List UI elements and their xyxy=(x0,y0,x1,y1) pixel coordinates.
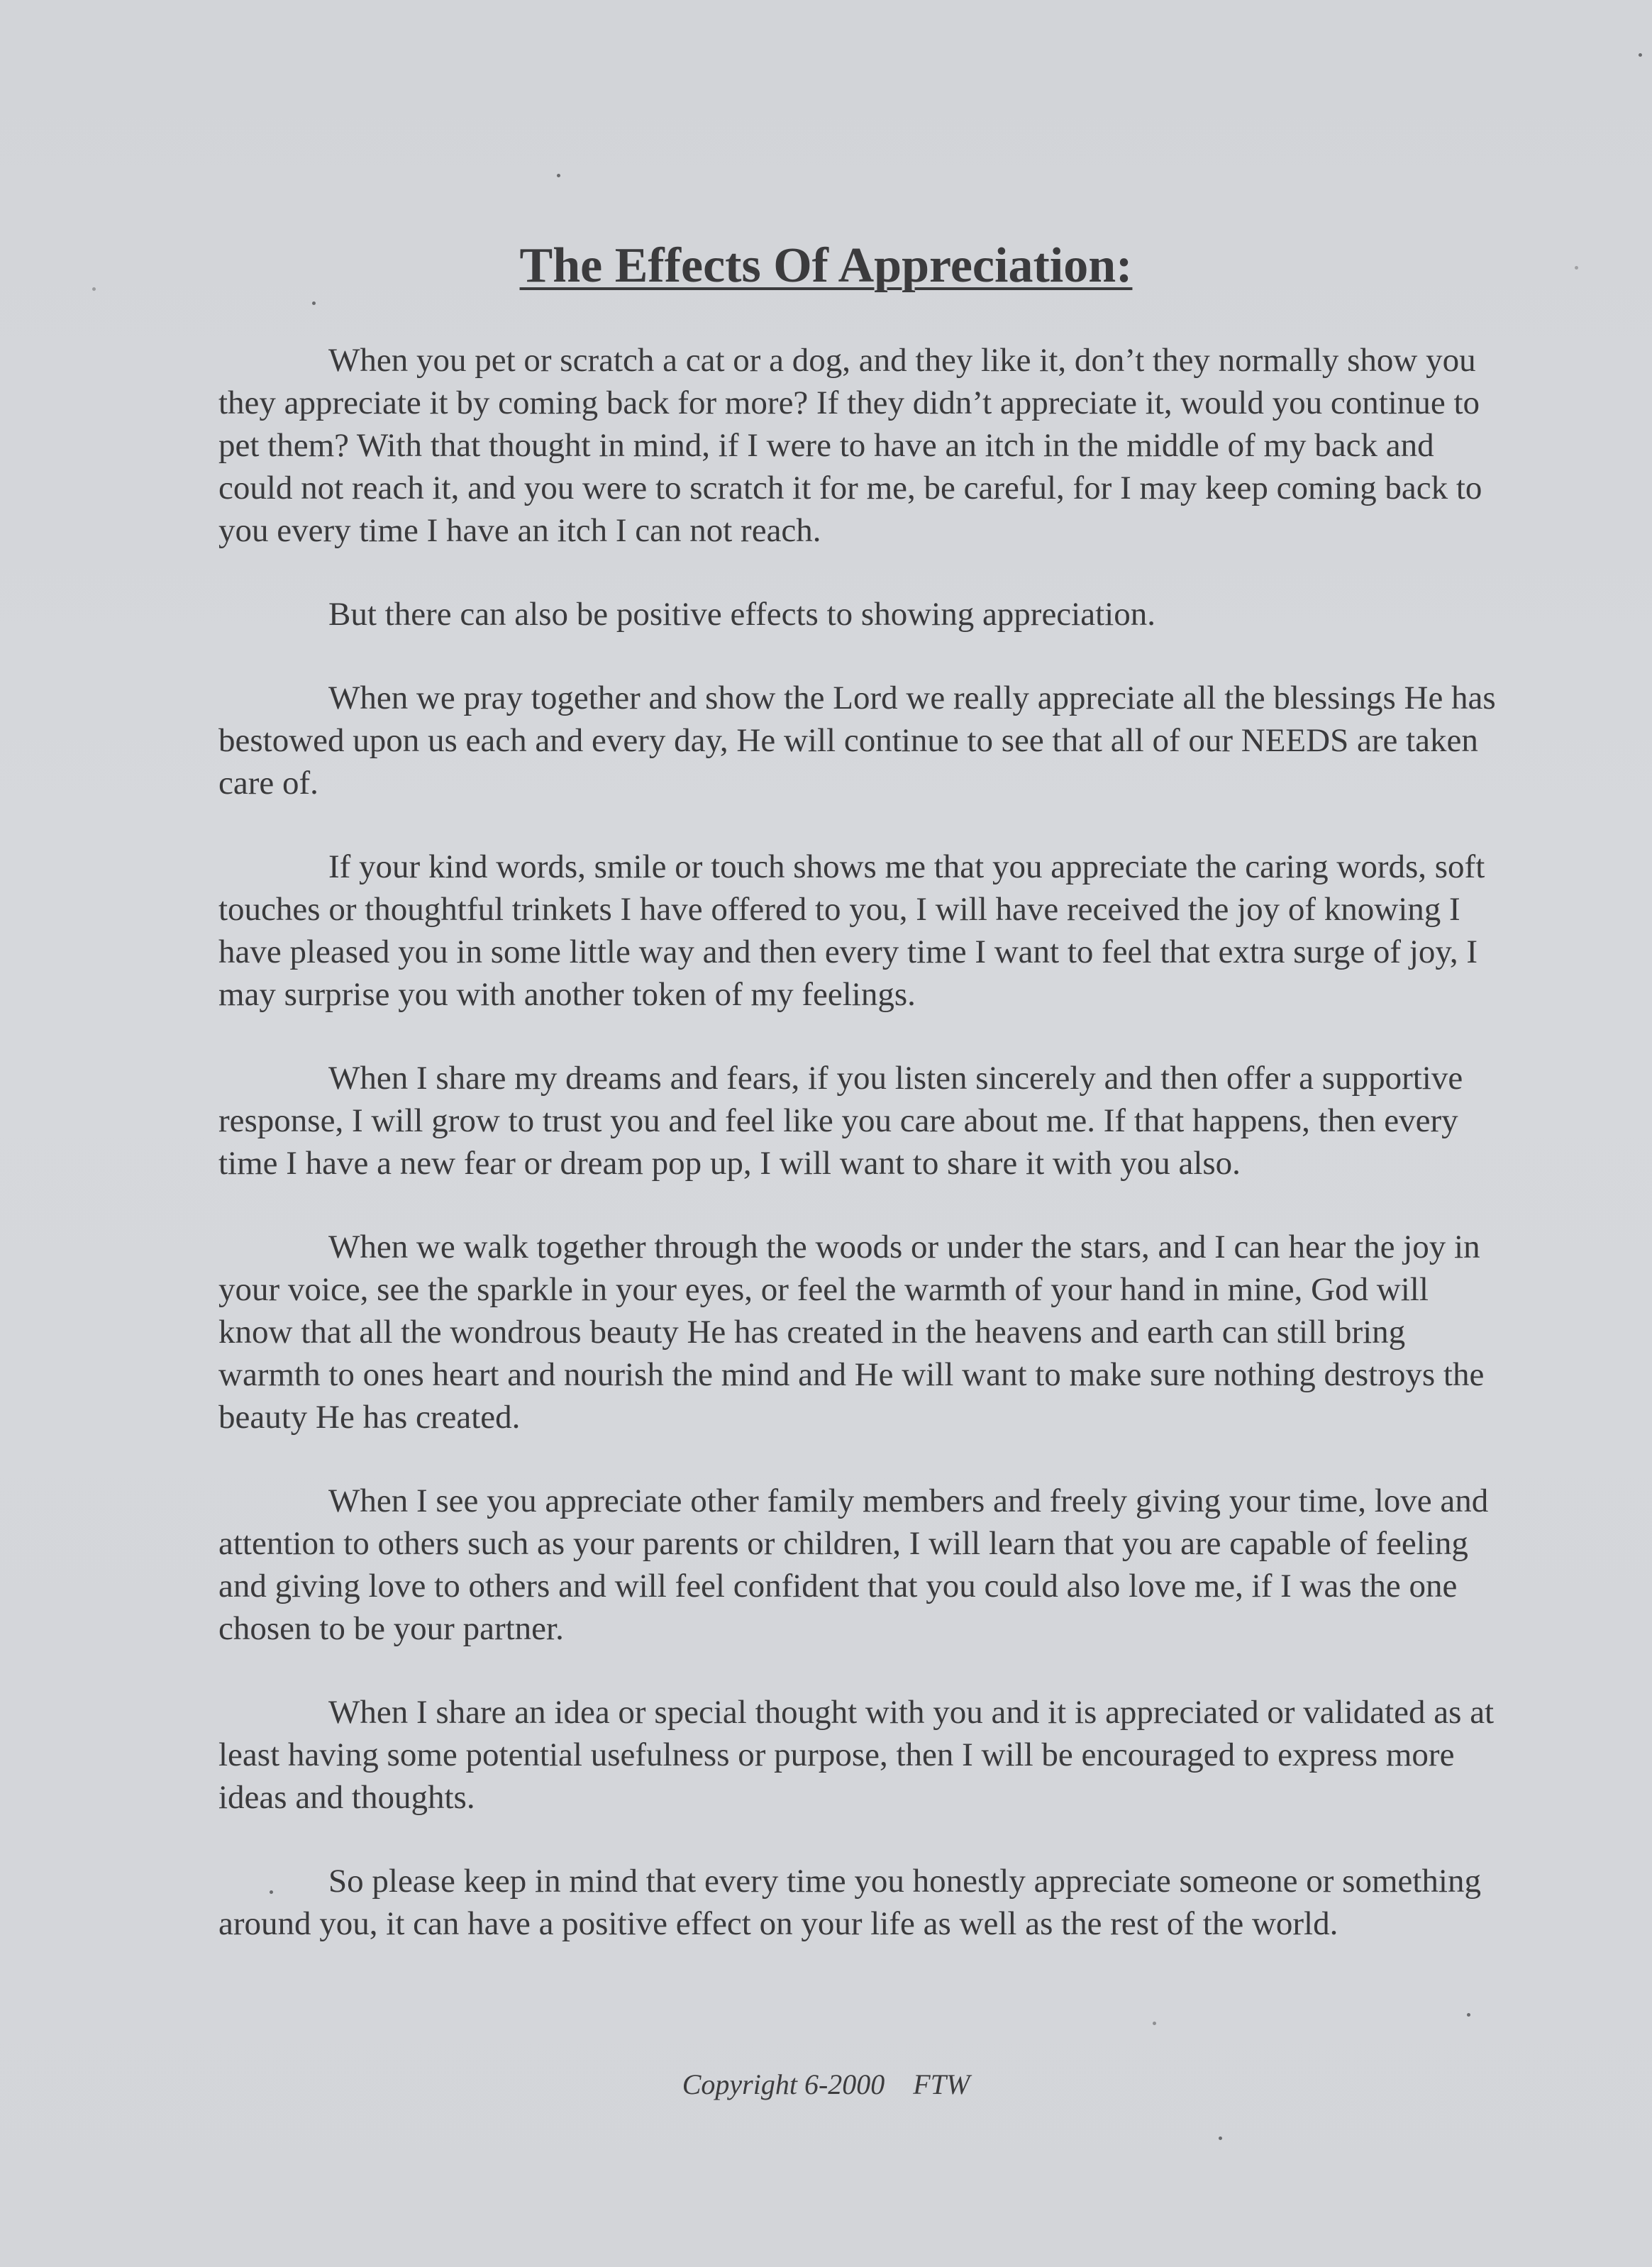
paragraph: When I share an idea or special thought with you and it is appreciated or validated as at least having some potential usefulness or purpose, then I will be encouraged to express more ideas and thoughts. xyxy=(218,1694,1495,1816)
paragraph: If your kind words, smile or touch shows me that you appreciate the caring words, soft touches or thoughtful trinkets I have offered to you, I will have received the joy of knowing I have pleased you in some little way and then every time I want to feel that extra surge of joy, I may surprise you with another token of my feelings. xyxy=(218,848,1485,1013)
scan-speck xyxy=(312,301,316,305)
paragraph: But there can also be positive effects to showing appreciation. xyxy=(328,596,1155,633)
copyright-line: Copyright 6-2000 FTW xyxy=(682,2068,970,2100)
scan-speck xyxy=(1219,2136,1222,2140)
paragraph: When we walk together through the woods or under the stars, and I can hear the joy in your voice, see the sparkle in your eyes, or feel the warmth of your hand in mine, God will know that all the wondrous beauty He has created in the heavens and earth can still bring warmth to ones heart and nourish the mind and He will want to make sure nothing destroys the beauty He has created. xyxy=(218,1229,1485,1436)
paragraph: When we pray together and show the Lord we really appreciate all the blessings He has bestowed upon us each and every day, He will continue to see that all of our NEEDS are taken care of. xyxy=(218,680,1496,802)
paragraph: When you pet or scratch a cat or a dog, and they like it, don’t they normally show you they appreciate it by coming back for more? If they didn’t appreciate it, would you continue to pet them? With that thought in mind, if I were to have an itch in the middle of my back and could not reach it, and you were to scratch it for me, be careful, for I may keep coming back to you every time I have an itch I can not reach. xyxy=(218,342,1482,549)
scan-speck xyxy=(1467,2013,1470,2017)
document-title: The Effects Of Appreciation: xyxy=(519,238,1133,293)
scan-speck xyxy=(270,1890,273,1894)
paragraph: When I see you appreciate other family members and freely giving your time, love and attention to others such as your parents or children, I will learn that you are capable of feeling and giving love to others and will feel confident that you could also love me, if I was the one chosen to be your partner. xyxy=(218,1482,1489,1647)
paragraph: When I share my dreams and fears, if you listen sincerely and then offer a supportive response, I will grow to trust you and feel like you care about me. If that happens, then every time I have a new fear or dream pop up, I will want to share it with you also. xyxy=(218,1060,1463,1182)
paragraph: So please keep in mind that every time you honestly appreciate someone or something around you, it can have a positive effect on your life as well as the rest of the world. xyxy=(218,1863,1481,1942)
scan-speck xyxy=(1639,53,1642,57)
scan-speck xyxy=(1153,2022,1156,2025)
document-body xyxy=(218,339,1502,1986)
scan-speck xyxy=(557,174,560,177)
scan-speck xyxy=(92,287,96,291)
scan-speck xyxy=(1575,266,1578,270)
